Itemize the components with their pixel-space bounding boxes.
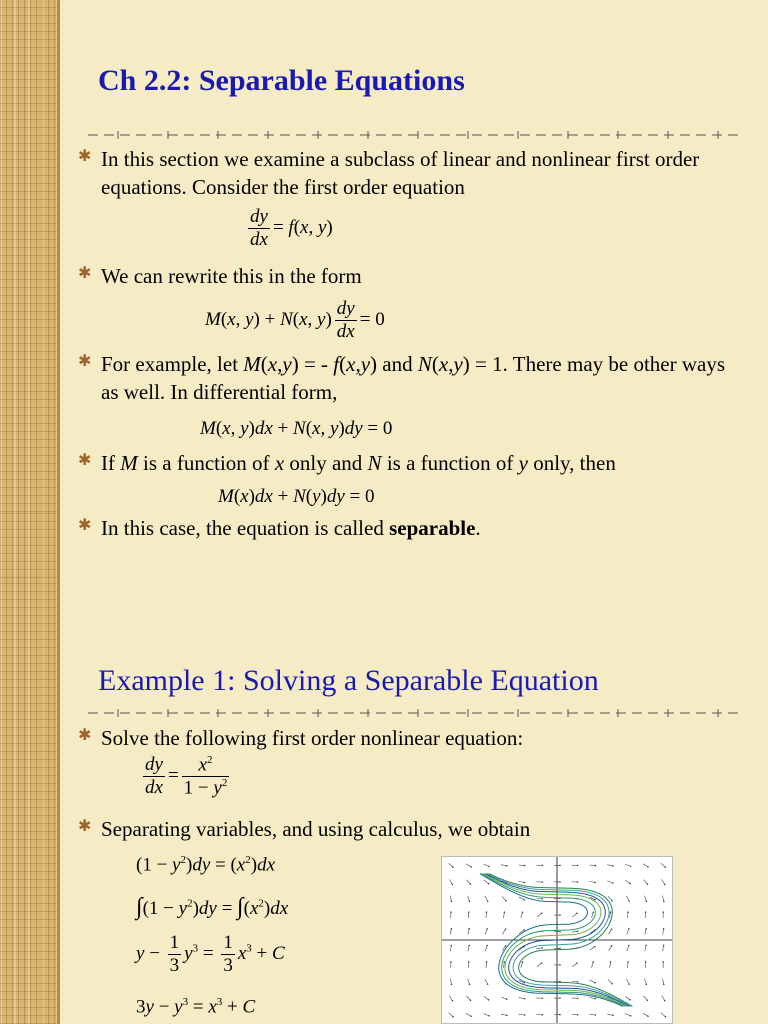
direction-arrow-head [468, 911, 470, 913]
direction-arrow-head [451, 901, 453, 903]
direction-arrow [572, 913, 577, 917]
direction-arrow-head [595, 865, 597, 867]
direction-arrow [519, 865, 525, 866]
direction-arrow [610, 962, 611, 968]
asterisk-bullet-icon: ✱ [78, 818, 92, 835]
direction-arrow [449, 1013, 453, 1017]
direction-arrow-head [628, 928, 630, 930]
direction-arrow-head [504, 911, 506, 913]
direction-arrow-head [488, 883, 490, 885]
direction-arrow [468, 945, 469, 951]
direction-arrow [607, 865, 613, 866]
direction-arrow [450, 945, 451, 951]
slide-title: Ch 2.2: Separable Equations [98, 64, 465, 97]
direction-arrow [485, 929, 487, 935]
direction-arrow [483, 1014, 489, 1016]
direction-arrow-head [576, 912, 578, 914]
direction-arrow-head [577, 1014, 579, 1016]
direction-arrow-head [488, 1015, 490, 1017]
direction-arrow-head [486, 911, 488, 913]
direction-arrow [663, 929, 664, 935]
direction-arrow [643, 1013, 648, 1016]
direction-arrow-head [504, 961, 506, 963]
direction-arrow [501, 865, 507, 866]
direction-arrow-head [451, 984, 453, 986]
equation-separated: $(1 - y^2)dy = (x^2)dx$ [136, 854, 275, 876]
direction-arrow-head [612, 865, 614, 867]
direction-arrow-head [611, 945, 613, 947]
direction-arrow [592, 962, 594, 968]
asterisk-bullet-icon: ✱ [78, 452, 92, 469]
decorative-sidebar [0, 512, 60, 578]
direction-arrow [449, 879, 452, 884]
direction-arrow-head [594, 946, 596, 948]
direction-arrow-head [451, 928, 453, 930]
direction-arrow-head [663, 901, 665, 903]
direction-arrow-head [665, 1016, 667, 1018]
bullet-item: ✱ In this section we examine a subclass of linear and nonlinear first order equations. Consider the first order equation [78, 147, 700, 199]
direction-arrow [485, 946, 487, 952]
direction-arrow-head [628, 945, 630, 947]
direction-arrow-head [506, 865, 508, 867]
direction-arrow-head [595, 1014, 597, 1016]
asterisk-bullet-icon: ✱ [78, 517, 92, 534]
direction-arrow-head [505, 945, 507, 947]
direction-arrow [450, 979, 451, 985]
direction-arrow-head [629, 999, 631, 1001]
direction-arrow [608, 929, 611, 934]
direction-arrow-head [541, 865, 543, 867]
equation-integrated: y − $\frac{1}{3}$ $y^3$ = $\frac{1}{3}$ $x^3 + C$ [136, 932, 285, 976]
direction-arrow-head [559, 914, 561, 916]
direction-arrow [468, 929, 469, 935]
direction-arrow-head [451, 945, 453, 947]
direction-arrow [608, 946, 611, 951]
direction-arrow [643, 864, 648, 867]
direction-arrow-head [665, 866, 667, 868]
direction-arrow-head [664, 1000, 666, 1002]
direction-arrow [449, 863, 453, 867]
direction-arrow [589, 881, 595, 882]
direction-arrow [643, 996, 647, 1000]
direction-arrow-head [523, 929, 525, 931]
direction-arrow-head [506, 998, 508, 1000]
direction-arrow-head [559, 865, 561, 867]
direction-arrow-head [470, 883, 472, 885]
direction-arrow [645, 945, 646, 951]
slide-title: Example 1: Solving a Separable Equation [98, 664, 599, 697]
direction-arrow [537, 963, 542, 967]
direction-arrow [608, 979, 612, 983]
direction-arrow-head [645, 911, 647, 913]
direction-arrow-head [645, 961, 647, 963]
direction-arrow [608, 896, 612, 900]
direction-arrow-head [612, 1015, 614, 1017]
direction-arrow [625, 880, 630, 883]
asterisk-bullet-icon: ✱ [78, 353, 92, 370]
direction-arrow [519, 1014, 525, 1015]
direction-arrow [485, 896, 488, 901]
direction-arrow-head [628, 983, 630, 985]
direction-arrow-head [662, 911, 664, 913]
direction-arrow [607, 1014, 613, 1015]
divider-rule [88, 706, 742, 720]
direction-arrow [643, 880, 647, 884]
direction-arrow [466, 1013, 471, 1016]
direction-arrow-head [630, 1015, 632, 1017]
direction-arrow [645, 896, 647, 902]
bullet-item: ✱ For example, let M(x,y) = - f(x,y) and N(x,y) = 1. There may be other ways as well. In differential form, [78, 352, 726, 404]
direction-arrow-head [486, 945, 488, 947]
direction-arrow-head [524, 882, 526, 884]
direction-arrow-head [487, 900, 489, 902]
direction-arrow [504, 962, 505, 968]
asterisk-bullet-icon: ✱ [78, 148, 92, 165]
bullet-item: ✱ Separating variables, and using calculus, we obtain [78, 817, 531, 841]
direction-arrow [590, 980, 595, 983]
direction-arrow-head [559, 881, 561, 883]
direction-arrow-head [559, 948, 561, 950]
direction-arrow-head [645, 928, 647, 930]
direction-arrow-head [488, 866, 490, 868]
direction-arrow-head [506, 1015, 508, 1017]
direction-arrow-head [610, 911, 612, 913]
direction-arrow-head [541, 898, 543, 900]
direction-arrow-head [611, 928, 613, 930]
direction-arrow [661, 1013, 665, 1017]
direction-arrow [607, 881, 613, 883]
direction-arrow-head [611, 983, 613, 985]
direction-arrow-head [629, 883, 631, 885]
direction-arrow [662, 996, 665, 1001]
direction-arrow-head [505, 928, 507, 930]
bullet-item: ✱ If M is a function of x only and N is a function of y only, then [78, 451, 616, 475]
direction-arrow-head [541, 962, 543, 964]
direction-arrow-head [541, 912, 543, 914]
direction-arrow [589, 998, 595, 999]
direction-arrow [663, 896, 664, 902]
direction-arrow [645, 929, 646, 935]
direction-arrow [645, 979, 647, 985]
direction-arrow-head [523, 982, 525, 984]
direction-arrow-head [452, 884, 454, 886]
decorative-sidebar [0, 0, 60, 512]
direction-arrow-head [559, 997, 561, 999]
equation-integral: $\int(1 - y^2)dy = \int(x^2)dx$ [136, 894, 289, 920]
slide-2 [0, 578, 768, 1024]
direction-arrow-head [450, 961, 452, 963]
direction-arrow-head [646, 901, 648, 903]
direction-arrow [662, 879, 665, 884]
direction-arrow-head [523, 899, 525, 901]
bullet-item: ✱ Solve the following first order nonlinear equation: [78, 726, 524, 750]
direction-arrow [521, 962, 523, 968]
direction-arrow [484, 880, 489, 883]
direction-arrow-head [541, 947, 543, 949]
direction-arrow [627, 946, 629, 952]
direction-arrow-head [611, 900, 613, 902]
direction-arrow-head [628, 900, 630, 902]
direction-arrow-head [452, 1000, 454, 1002]
direction-arrow-head [559, 1014, 561, 1016]
direction-arrow [519, 881, 525, 882]
direction-arrow [663, 979, 664, 985]
equation-separable: M(x)dx + N(y)dy = 0 [218, 486, 375, 507]
direction-arrow [610, 912, 611, 918]
asterisk-bullet-icon: ✱ [78, 265, 92, 282]
direction-arrow-head [452, 1016, 454, 1018]
direction-arrow-head [576, 962, 578, 964]
direction-arrow-head [663, 945, 665, 947]
equation-implicit-solution: $3y - y^3 = x^3 + C$ [136, 996, 256, 1018]
direction-arrow-head [647, 866, 649, 868]
direction-arrow [663, 945, 664, 951]
direction-arrow [483, 864, 489, 866]
direction-arrow [536, 898, 542, 899]
direction-arrow [502, 896, 506, 900]
direction-arrow [467, 880, 471, 884]
direction-arrow-head [663, 928, 665, 930]
direction-arrow-head [577, 865, 579, 867]
direction-arrow [521, 912, 523, 918]
direction-arrow [589, 865, 595, 866]
direction-arrow-head [627, 911, 629, 913]
direction-arrow [501, 997, 507, 999]
direction-arrow [625, 864, 631, 866]
direction-arrow-head [522, 961, 524, 963]
direction-arrow [661, 863, 665, 867]
direction-arrow-head [468, 928, 470, 930]
direction-arrow-head [450, 911, 452, 913]
direction-arrow-head [662, 961, 664, 963]
direction-arrow [626, 896, 629, 901]
equation-dy-dx: $\frac{dy}{dx}$ = f(x, y) [250, 206, 333, 250]
direction-arrow-head [595, 998, 597, 1000]
direction-arrow [485, 979, 488, 984]
direction-arrow-head [577, 997, 579, 999]
equation-nonlinear: $\frac{dy}{dx}$ = $\frac{x^2}{1 - y^2}$ [145, 754, 228, 799]
direction-arrow-head [524, 1014, 526, 1016]
direction-arrow [572, 963, 577, 967]
direction-arrow [468, 979, 470, 985]
direction-arrow [502, 929, 505, 934]
direction-arrow-head [468, 945, 470, 947]
direction-arrow [572, 931, 578, 932]
direction-arrow [572, 981, 578, 982]
direction-arrow [627, 929, 629, 935]
direction-arrow-head [647, 883, 649, 885]
direction-arrow-head [647, 1015, 649, 1017]
direction-arrow [468, 896, 470, 902]
direction-arrow-head [592, 911, 594, 913]
direction-arrow-head [647, 1000, 649, 1002]
direction-arrow [536, 948, 542, 949]
direction-arrow-head [646, 984, 648, 986]
direction-arrow-head [524, 998, 526, 1000]
direction-arrow-head [559, 931, 561, 933]
direction-arrow [589, 1014, 595, 1015]
direction-arrow [484, 996, 489, 999]
direction-arrow-head [486, 928, 488, 930]
direction-arrow-head [470, 866, 472, 868]
direction-arrow [450, 896, 451, 902]
direction-arrow [501, 1014, 507, 1015]
direction-arrow-head [645, 945, 647, 947]
direction-arrow [626, 979, 629, 984]
direction-arrow-head [469, 901, 471, 903]
direction-arrow [519, 998, 525, 999]
divider-rule [88, 128, 742, 142]
direction-arrow [590, 947, 595, 950]
direction-arrow-head [594, 899, 596, 901]
direction-arrow [592, 912, 594, 918]
direction-arrow-head [595, 882, 597, 884]
direction-arrow [449, 996, 452, 1001]
direction-arrow [519, 897, 524, 900]
direction-arrow-head [594, 982, 596, 984]
direction-arrow-head [486, 961, 488, 963]
direction-arrow-head [592, 961, 594, 963]
direction-arrow-head [505, 900, 507, 902]
asterisk-bullet-icon: ✱ [78, 727, 92, 744]
direction-arrow [625, 996, 630, 999]
direction-arrow-head [470, 1015, 472, 1017]
direction-arrow-head [577, 881, 579, 883]
direction-arrow-head [522, 911, 524, 913]
direction-arrow-head [577, 930, 579, 932]
direction-arrow [467, 996, 471, 1000]
direction-arrow-head [487, 983, 489, 985]
direction-arrow-head [468, 961, 470, 963]
direction-arrow-head [524, 865, 526, 867]
direction-arrow-head [541, 881, 543, 883]
direction-arrow-head [469, 984, 471, 986]
direction-arrow-head [630, 866, 632, 868]
direction-arrow-head [664, 884, 666, 886]
direction-field-plot [441, 856, 673, 1024]
bullet-item: ✱ We can rewrite this in the form [78, 264, 362, 288]
equation-m-n-form: M(x, y) + N(x, y) $\frac{dy}{dx}$ = 0 [205, 298, 385, 342]
direction-arrow-head [452, 866, 454, 868]
direction-arrow-head [577, 981, 579, 983]
direction-arrow [625, 1014, 631, 1016]
direction-arrow-head [470, 1000, 472, 1002]
direction-arrow-head [627, 961, 629, 963]
direction-arrow-head [541, 997, 543, 999]
direction-arrow [450, 929, 451, 935]
direction-arrow [466, 864, 471, 867]
direction-arrow-head [663, 984, 665, 986]
direction-arrow [537, 913, 542, 917]
decorative-sidebar [0, 578, 60, 1024]
equation-differential-form: M(x, y)dx + N(x, y)dy = 0 [200, 418, 393, 439]
direction-arrow-head [610, 961, 612, 963]
direction-arrow [504, 912, 505, 918]
bullet-item: ✱ In this case, the equation is called separable. [78, 516, 481, 540]
direction-arrow-head [559, 964, 561, 966]
direction-arrow-head [541, 1014, 543, 1016]
direction-arrow-head [488, 999, 490, 1001]
direction-arrow-head [612, 882, 614, 884]
